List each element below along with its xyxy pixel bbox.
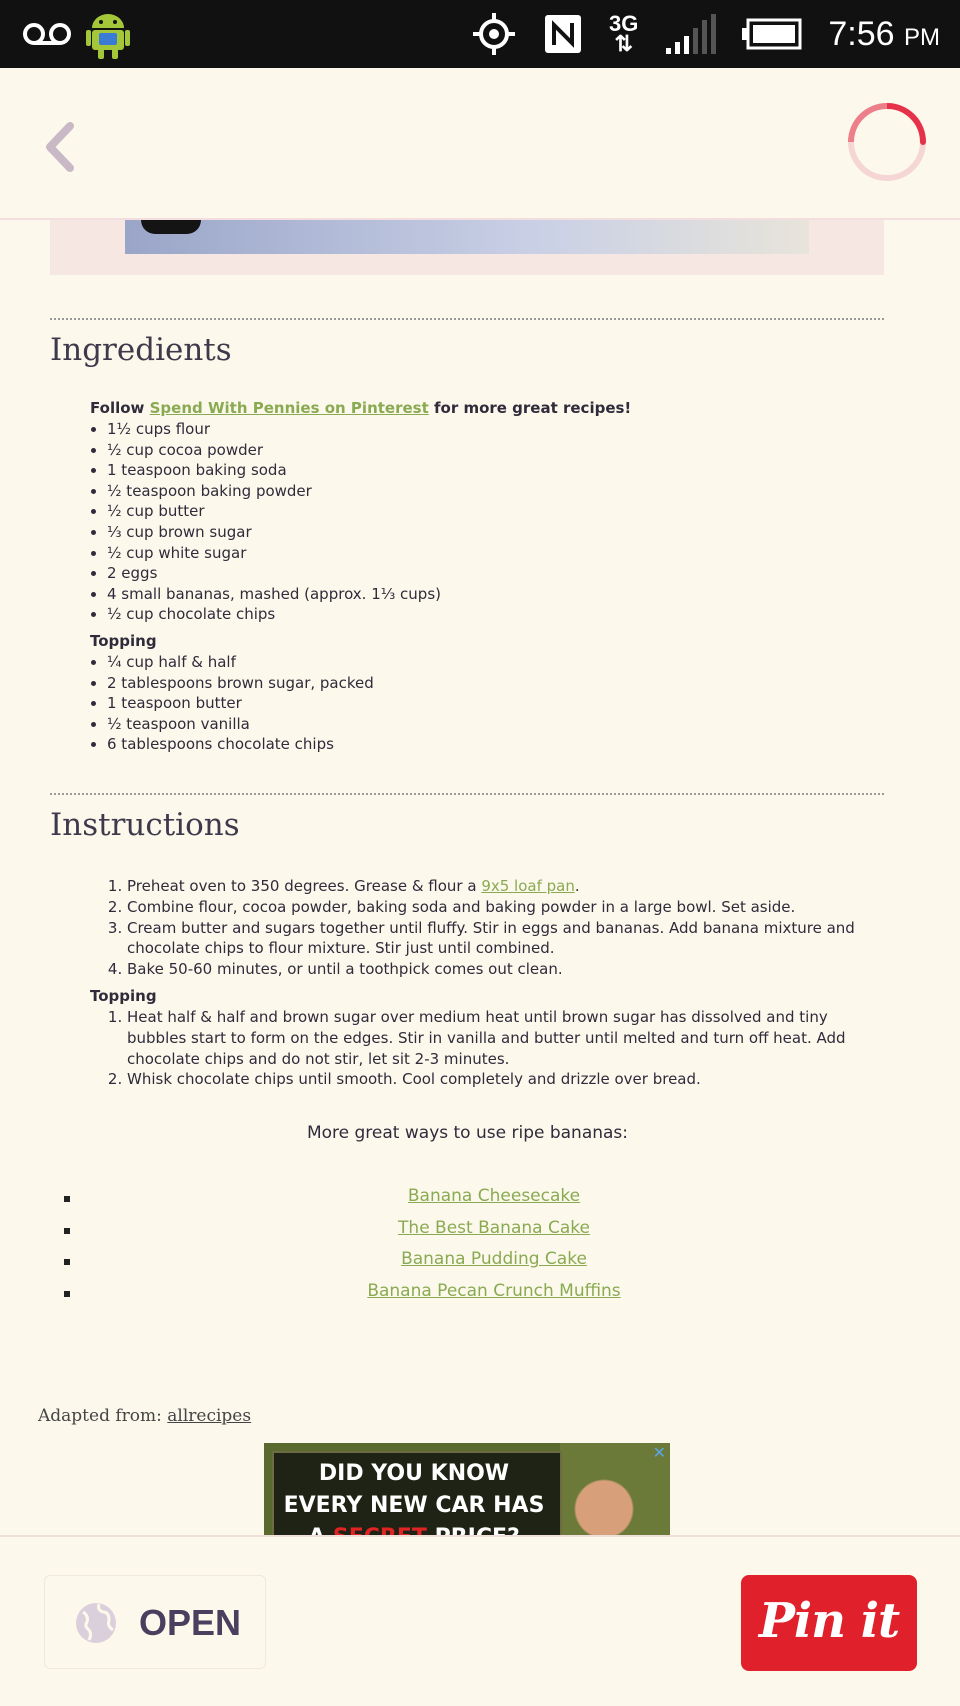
list-item: • 1 teaspoon butter <box>107 693 900 714</box>
list-item: • 2 tablespoons brown sugar, packed <box>107 673 900 694</box>
list-item: • ⅓ cup brown sugar <box>107 522 900 543</box>
list-item: • ½ teaspoon vanilla <box>107 714 900 735</box>
android-icon <box>86 8 130 60</box>
allrecipes-link[interactable]: allrecipes <box>167 1406 252 1426</box>
list-item: • 4 small bananas, mashed (approx. 1⅓ cups) <box>107 584 900 605</box>
list-item: • ½ cup white sugar <box>107 543 900 564</box>
pinterest-follow: Follow Spend With Pennies on Pinterest for more great recipes! <box>90 399 632 417</box>
list-item: • 2 eggs <box>107 563 900 584</box>
list-item: 4. Bake 50-60 minutes, or until a toothpick comes out clean. <box>127 959 890 980</box>
list-item: • ½ cup butter <box>107 501 900 522</box>
list-item: • 6 tablespoons chocolate chips <box>107 734 900 755</box>
bullet <box>64 1196 70 1202</box>
pin-it-label: Pin it <box>758 1593 900 1649</box>
nfc-icon <box>543 13 583 55</box>
bullet <box>64 1228 70 1234</box>
voicemail-icon <box>22 19 72 49</box>
open-label: OPEN <box>139 1602 242 1643</box>
list-item: • 1½ cups flour <box>107 419 900 440</box>
divider <box>50 318 884 320</box>
bullet <box>64 1259 70 1265</box>
list-item: 3. Cream butter and sugars together until fluffy. Stir in eggs and bananas. Add banana mixture and chocolate chips to flour mixture. Stir just until combined. <box>127 918 890 960</box>
loading-spinner-icon <box>845 100 929 184</box>
topping-steps <box>90 1007 890 1090</box>
pin-it-button[interactable] <box>741 1575 917 1671</box>
banana-cheesecake-link[interactable]: Banana Cheesecake <box>407 1186 581 1206</box>
instructions-title: Instructions <box>50 807 240 843</box>
back-chevron-icon[interactable] <box>40 122 80 172</box>
pinterest-link[interactable]: Spend With Pennies on Pinterest <box>149 399 429 417</box>
ingredients-block <box>90 398 900 755</box>
network-3g-icon: 3G ⇅ <box>609 11 639 56</box>
list-item: 1. Heat half & half and brown sugar over medium heat until brown sugar has dissolved and tiny bubbles start to form on the edges. Stir in vanilla and butter until melted and turn off heat. Add chocolate chips and do not stir, let sit 2-3 minutes. <box>127 1007 890 1069</box>
banana-pudding-cake-link[interactable]: Banana Pudding Cake <box>401 1249 587 1269</box>
best-banana-cake-link[interactable]: The Best Banana Cake <box>398 1217 590 1238</box>
gps-icon <box>471 11 517 57</box>
globe-icon <box>75 1602 117 1644</box>
list-item: 2. Whisk chocolate chips until smooth. Cool completely and drizzle over bread. <box>127 1069 890 1090</box>
bottom-bar <box>0 1535 960 1706</box>
list-item: • ¼ cup half & half <box>107 652 900 673</box>
list-item <box>64 1281 924 1313</box>
instruction-steps <box>90 876 890 980</box>
divider <box>50 793 884 795</box>
list-item <box>64 1186 924 1218</box>
topping-heading: Topping <box>90 986 157 1005</box>
app-bar <box>0 68 960 220</box>
list-item: 2. Combine flour, cocoa powder, baking soda and baking powder in a large bowl. Set aside. <box>127 897 890 918</box>
open-button[interactable] <box>44 1575 266 1669</box>
ad-line-1: DID YOU KNOW <box>318 1461 510 1486</box>
banana-pecan-muffins-link[interactable]: Banana Pecan Crunch Muffins <box>367 1280 621 1301</box>
loaf-pan-link[interactable]: 9x5 loaf pan <box>481 877 575 895</box>
adapted-from: Adapted from: allrecipes <box>38 1406 252 1426</box>
ingredient-list <box>90 419 900 625</box>
list-item <box>64 1218 924 1250</box>
clock: 7:56 PM <box>828 14 940 53</box>
signal-icon <box>664 12 716 56</box>
ad-close-icon[interactable]: ✕ <box>652 1445 666 1462</box>
status-bar <box>0 0 960 68</box>
ad-line-2: EVERY NEW CAR HAS <box>283 1493 545 1518</box>
bullet <box>64 1291 70 1297</box>
list-item: • ½ cup cocoa powder <box>107 440 900 461</box>
list-item <box>64 1249 924 1281</box>
more-bananas-title: More great ways to use ripe bananas: <box>306 1123 629 1143</box>
instructions-block <box>90 876 890 1090</box>
image-detail <box>141 220 201 234</box>
recipe-content[interactable] <box>0 220 960 1535</box>
list-item: • 1 teaspoon baking soda <box>107 460 900 481</box>
list-item: • ½ teaspoon baking powder <box>107 481 900 502</box>
ingredients-title: Ingredients <box>50 332 232 368</box>
topping-heading: Topping <box>90 631 157 650</box>
list-item: • ½ cup chocolate chips <box>107 604 900 625</box>
related-recipes-list <box>64 1186 924 1312</box>
recipe-image-frame <box>50 220 884 275</box>
list-item: 1. Preheat oven to 350 degrees. Grease & flour a 9x5 loaf pan. <box>127 876 890 897</box>
recipe-image <box>125 220 809 254</box>
topping-list <box>90 652 900 755</box>
battery-icon <box>742 18 802 50</box>
